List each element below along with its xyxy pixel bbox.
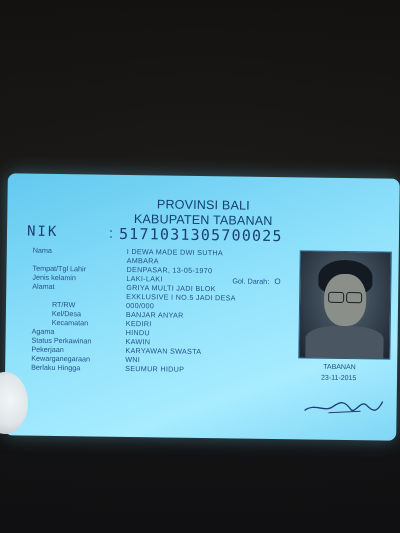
- field-value-valid-until: SEUMUR HIDUP: [125, 363, 185, 374]
- regency-heading: KABUPATEN TABANAN: [133, 212, 273, 228]
- field-label-religion: Agama: [31, 326, 55, 336]
- id-photo: [298, 250, 391, 359]
- field-label-rtrw: RT/RW: [51, 299, 76, 310]
- id-card: [4, 173, 400, 440]
- field-value-marital: KAWIN: [125, 336, 151, 347]
- field-value-birth: DENPASAR, 13-05-1970: [126, 264, 213, 276]
- field-label-address: Alamat: [32, 281, 55, 291]
- photo-glasses-left: [328, 292, 344, 303]
- province-heading: PROVINSI BALI: [156, 197, 250, 213]
- field-label-occupation: Pekerjaan: [31, 344, 64, 355]
- nik-value: 5171031305700025: [118, 224, 283, 246]
- issue-date: 23-11-2015: [320, 374, 357, 383]
- field-label-marital: Status Perkawinan: [31, 335, 92, 346]
- field-value-name: I DEWA MADE DWI SUTHA: [126, 246, 224, 258]
- field-label-name: Nama: [32, 245, 53, 255]
- nik-colon: :: [108, 224, 114, 241]
- field-value-occupation: KARYAWAN SWASTA: [125, 345, 202, 356]
- field-label-district: Kecamatan: [51, 317, 89, 328]
- signature: [300, 390, 386, 421]
- field-value-blood: O: [274, 277, 281, 287]
- field-colon-blood: :: [267, 276, 270, 286]
- field-value-village: BANJAR ANYAR: [125, 309, 184, 320]
- photo-glasses-right: [346, 292, 362, 303]
- field-value-address: GRIYA MULTI JADI BLOK: [126, 282, 216, 294]
- field-label-valid-until: Berlaku Hingga: [31, 362, 81, 373]
- field-label-blood: Gol. Darah: [232, 276, 268, 286]
- signature-stroke: [305, 400, 383, 411]
- field-label-citizenship: Kewarganegaraan: [31, 353, 91, 364]
- signature-underline: [329, 411, 361, 413]
- field-value-address-cont: EXKLUSIVE I NO.5 JADI DESA: [126, 291, 236, 303]
- field-label-village: Kel/Desa: [51, 308, 82, 319]
- field-value-sex: LAKI-LAKI: [126, 273, 163, 284]
- field-label-birth: Tempat/Tgl Lahir: [32, 263, 87, 274]
- field-value-rtrw: 000/000: [125, 300, 155, 311]
- field-value-name-cont: AMBARA: [126, 255, 159, 266]
- field-value-citizenship: WNI: [125, 354, 141, 365]
- field-value-religion: HINDU: [125, 327, 150, 338]
- field-value-district: KEDIRI: [125, 318, 152, 329]
- photo-shoulders: [305, 325, 383, 358]
- field-label-sex: Jenis kelamin: [32, 272, 77, 283]
- nik-label: NIK: [26, 223, 59, 240]
- issue-place: TABANAN: [323, 363, 356, 372]
